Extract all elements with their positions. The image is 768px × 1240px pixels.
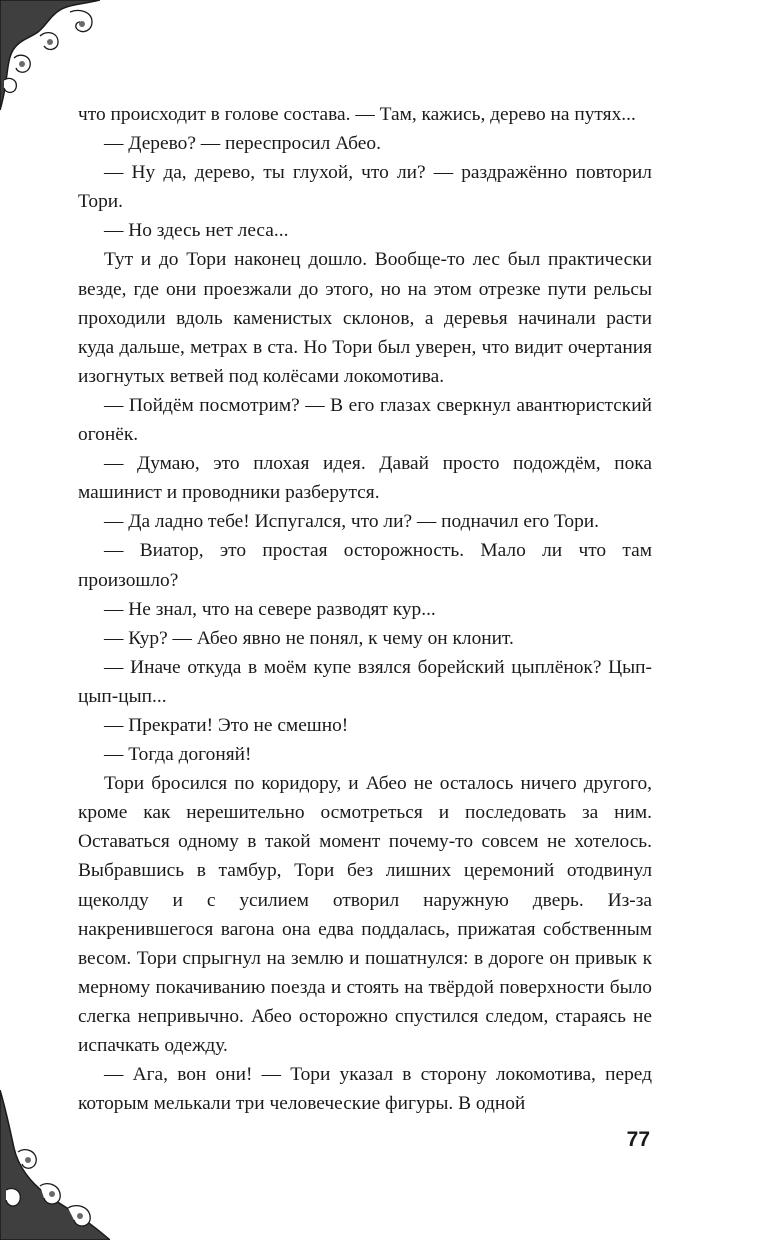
paragraph: что происходит в голове состава. — Там, кажись, дерево на путях... [78,104,636,125]
paragraph: — Иначе откуда в моём купе взялся борейский цыплёнок? Цып-цып-цып... [78,656,652,707]
paragraph: — Тогда догоняй! [104,744,252,766]
paragraph: — Дерево? — переспросил Абео. [104,133,381,155]
body-text [78,100,652,1118]
paragraph: — Думаю, это плохая идея. Давай просто подождём, пока машинист и проводники разберутся. [78,453,652,504]
paragraph: — Ага, вон они! — Тори указал в сторону локомотива, перед которым мелькали три человеческие фигуры. В одной [78,1064,652,1115]
paragraph: — Виатор, это простая осторожность. Мало ли что там произошло? [78,540,652,591]
page-number: 77 [626,1128,650,1151]
paragraph: — Кур? — Абео явно не понял, к чему он клонит. [104,627,514,649]
paragraph: Тори бросился по коридору, и Абео не осталось ничего другого, кроме как нерешительно осмотреться и последовать за ним. Оставаться одному в такой момент почему-то совсем не хотелось. Выбравшись в тамбур, Тори без лишних церемоний отодвинул щеколду и с усилием отворил наружную дверь. Из-за накренившегося вагона она едва поддалась, прижатая собственным весом. Тори спрыгнул на землю и пошатнулся: в дороге он привык к мерному покачиванию поезда и стоять на твёрдой поверхности было слегка непривычно. Абео осторожно спустился следом, стараясь не испачкать одежду. [78,773,652,1056]
paragraph: — Ну да, дерево, ты глухой, что ли? — раздражённо повторил Тори. [78,162,652,213]
paragraph: — Не знал, что на севере разводят кур... [104,598,436,620]
paragraph: — Прекрати! Это не смешно! [104,714,349,736]
paragraph: — Но здесь нет леса... [104,220,289,242]
paragraph: — Да ладно тебе! Испугался, что ли? — подначил его Тори. [104,511,600,533]
paragraph: — Пойдём посмотрим? — В его глазах сверкнул авантюристский огонёк. [78,394,652,446]
paragraph: Тут и до Тори наконец дошло. Вообще-то лес был практически везде, где они проезжали до этого, но на этом отрезке пути рельсы проходили вдоль каменистых склонов, а деревья начинали расти куда дальше, метрах в ста. Но Тори был уверен, что видит очертания изогнутых ветвей под колёсами локомотива. [78,249,652,387]
